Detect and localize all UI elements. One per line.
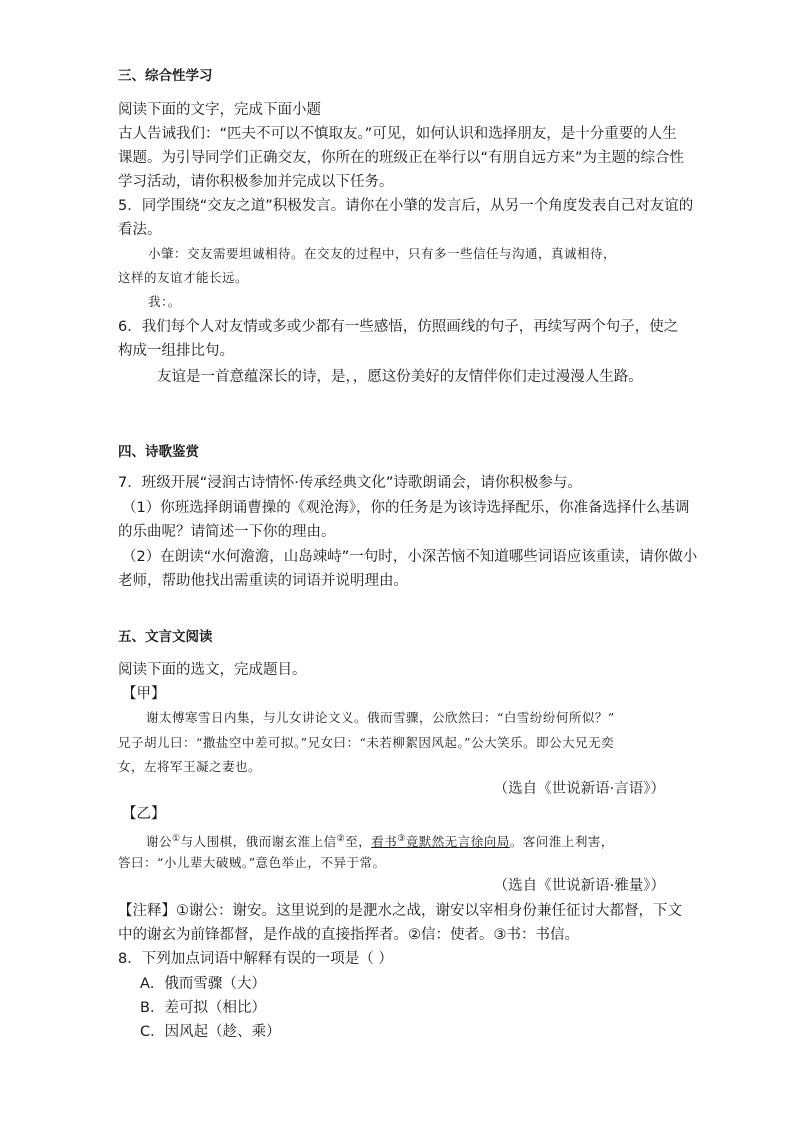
passage-jia-line: 谢太傅寒雪日内集，与儿女讲论文义。俄而雪骤，公欣然曰：“白雪纷纷何所似？” (146, 710, 615, 725)
note-mark: ① (172, 834, 181, 844)
passage-yi-text: 。客问淮上利害， (509, 834, 614, 850)
annotation-note-cont: 中的谢玄为前锋都督，是作战的直接指挥者。②信：使者。③书：书信。 (118, 927, 579, 943)
reading-instruction: 阅读下面的选文，完成题目。 (118, 662, 307, 678)
answer-blank: 我：。 (148, 294, 181, 309)
option-a: A．俄而雪骤（大） (140, 976, 266, 992)
source-citation: （选自《世说新语·雅量》） (493, 878, 665, 894)
passage-jia-line: 女，左将军王凝之妻也。 (118, 759, 262, 774)
question-6: 6．我们每个人对友情或多或少都有一些感悟，仿照画线的句子，再续写两个句子，使之 (118, 319, 679, 335)
option-c: C．因风起（趁、乘） (140, 1024, 281, 1040)
question-7: 7．班级开展“浸润古诗情怀·传承经典文化”诗歌朗诵会，请你积极参与。 (118, 475, 582, 491)
question-6-cont: 构成一组排比句。 (118, 343, 234, 359)
option-b: B．差可拟（相比） (140, 1000, 266, 1016)
passage-label-jia: 【甲】 (122, 686, 166, 702)
question-7-1-cont: 的乐曲呢？请简述一下你的理由。 (118, 524, 336, 540)
question-5: 5．同学围绕“交友之道”积极发言。请你在小肇的发言后，从另一个角度发表自己对友谊的 (118, 198, 694, 214)
passage-jia-line: 兄子胡儿曰：“撒盐空中差可拟。”兄女曰：“未若柳絮因风起。”公大笑乐。即公大兄无奕 (118, 735, 615, 750)
annotation-note: 【注释】①谢公：谢安。这里说到的是淝水之战，谢安以宰相身份兼任征讨大都督，下文 (118, 903, 682, 919)
passage-yi-line: 答曰：“小儿辈大破贼。”意色举止，不异于常。 (118, 855, 386, 870)
question-5-cont: 看法。 (118, 222, 162, 238)
passage-yi-text: 谢公 (146, 834, 173, 850)
note-mark: ③ (397, 834, 406, 844)
parallel-sentence-prompt: 友谊是一首意蕴深长的诗，是，，愿这份美好的友情伴你们走过漫漫人生路。 (157, 369, 643, 385)
underlined-segment: 竟默然无言徐向局 (405, 834, 510, 850)
passage-yi-text: 与人围棋，俄而谢玄淮上信 (180, 834, 337, 850)
underlined-segment: 看书 (371, 834, 398, 850)
section-heading-3: 三、综合性学习 (118, 68, 213, 84)
xiaozhao-speech: 小肇：交友需要坦诚相待。在交友的过程中，只有多一些信任与沟通，真诚相待， (148, 246, 617, 261)
source-citation: （选自《世说新语·言语》） (493, 781, 665, 797)
passage-yi-line (146, 829, 614, 852)
xiaozhao-speech-cont: 这样的友谊才能长远。 (118, 270, 249, 285)
reading-instruction: 阅读下面的文字，完成下面小题 (118, 102, 321, 118)
question-7-1: （1）你班选择朗诵曹操的《观沧海》，你的任务是为该诗选择配乐，你准备选择什么基调 (122, 500, 690, 516)
underlined-text (371, 834, 510, 849)
question-7-2: （2）在朗读“水何澹澹，山岛竦峙”一句时，小深苦恼不知道哪些词语应该重读，请你做小 (122, 549, 698, 565)
paragraph-line: 课题。为引导同学们正确交友，你所在的班级正在举行以“有朋自远方来”为主题的综合性 (118, 150, 685, 166)
section-heading-5: 五、文言文阅读 (118, 629, 213, 645)
passage-yi-text: 至， (345, 834, 372, 850)
question-8: 8．下列加点词语中解释有误的一项是（ ） (118, 951, 393, 967)
paragraph-line: 古人告诫我们：“匹夫不可以不慎取友。”可见，如何认识和选择朋友，是十分重要的人生 (118, 126, 677, 142)
question-7-2-cont: 老师，帮助他找出需重读的词语并说明理由。 (118, 573, 408, 589)
passage-label-yi: 【乙】 (122, 806, 166, 822)
note-mark: ② (336, 834, 346, 844)
section-heading-4: 四、诗歌鉴赏 (118, 444, 199, 460)
paragraph-line: 学习活动，请你积极参加并完成以下任务。 (118, 174, 394, 190)
